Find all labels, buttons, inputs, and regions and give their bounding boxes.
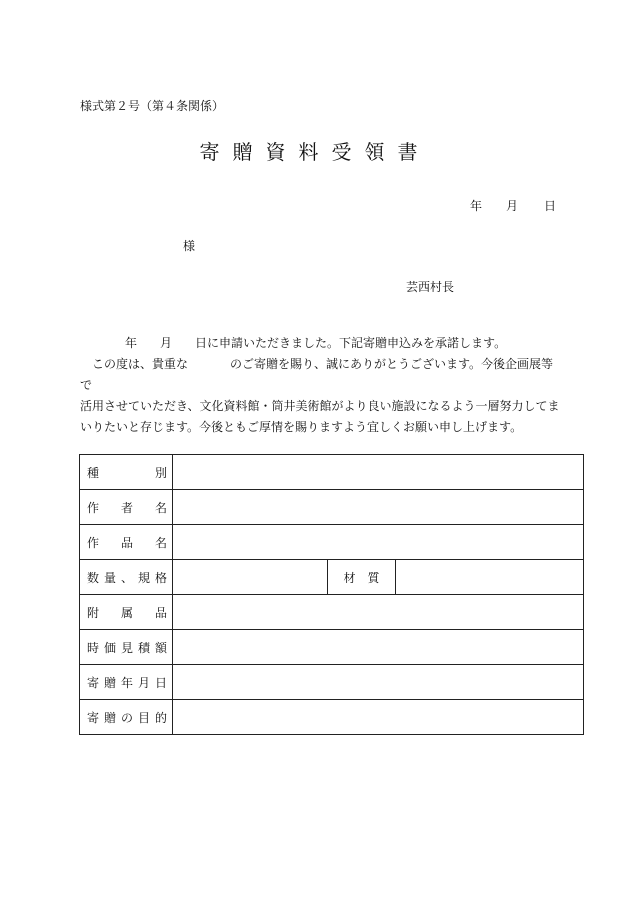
material-field[interactable] bbox=[396, 560, 584, 595]
market-value-field[interactable] bbox=[173, 630, 584, 665]
body-line-1-text: 日に申請いただきました。下記寄贈申込みを承諾します。 bbox=[195, 336, 507, 350]
date-month: 月 bbox=[506, 199, 519, 213]
addressee: 様 bbox=[183, 239, 196, 253]
body-line-4: いりたいと存じます。今後ともご厚情を賜りますよう宜しくお願い申し上げます。 bbox=[80, 420, 523, 434]
page-title: 寄贈資料受領書 bbox=[199, 140, 431, 164]
body-line-3: 活用させていただき、文化資料館・筒井美術館がより良い施設になるよう一層努力してま bbox=[80, 399, 560, 413]
table-row bbox=[80, 630, 584, 665]
body-month: 月 bbox=[160, 336, 173, 350]
row-label-market-value: 時価見積額 bbox=[80, 630, 173, 665]
form-number: 様式第２号（第４条関係） bbox=[80, 99, 225, 113]
quantity-field[interactable] bbox=[173, 560, 328, 595]
row-label-accessories: 附 属 品 bbox=[80, 595, 173, 630]
date-day: 日 bbox=[544, 199, 557, 213]
material-label: 材 質 bbox=[328, 560, 396, 595]
row-label-purpose: 寄贈の目的 bbox=[80, 700, 173, 735]
body-year: 年 bbox=[125, 336, 138, 350]
work-title-field[interactable] bbox=[173, 525, 584, 560]
row-label-type: 種 別 bbox=[80, 455, 173, 490]
table-row bbox=[80, 455, 584, 490]
accessories-field[interactable] bbox=[173, 595, 584, 630]
item-details-table bbox=[79, 454, 584, 735]
row-label-quantity: 数量、規格 bbox=[80, 560, 173, 595]
body-line-2-prefix: この度は、貴重な bbox=[92, 357, 189, 371]
body-line-2-suffix: のご寄贈を賜り、誠にありがとうございます。今後企画展等で bbox=[80, 357, 554, 392]
issuer: 芸西村長 bbox=[406, 280, 455, 294]
table-row bbox=[80, 525, 584, 560]
table-row bbox=[80, 560, 584, 595]
donation-date-field[interactable] bbox=[173, 665, 584, 700]
row-label-author: 作 者 名 bbox=[80, 490, 173, 525]
purpose-field[interactable] bbox=[173, 700, 584, 735]
row-label-work-title: 作 品 名 bbox=[80, 525, 173, 560]
type-field[interactable] bbox=[173, 455, 584, 490]
date-year: 年 bbox=[470, 199, 483, 213]
table-row bbox=[80, 490, 584, 525]
table-row bbox=[80, 595, 584, 630]
body-line-1 bbox=[80, 333, 560, 354]
table-row bbox=[80, 665, 584, 700]
row-label-donation-date: 寄贈年月日 bbox=[80, 665, 173, 700]
body-text bbox=[80, 333, 560, 438]
table-row bbox=[80, 700, 584, 735]
body-line-2 bbox=[80, 354, 560, 396]
author-field[interactable] bbox=[173, 490, 584, 525]
issue-date bbox=[470, 197, 556, 214]
